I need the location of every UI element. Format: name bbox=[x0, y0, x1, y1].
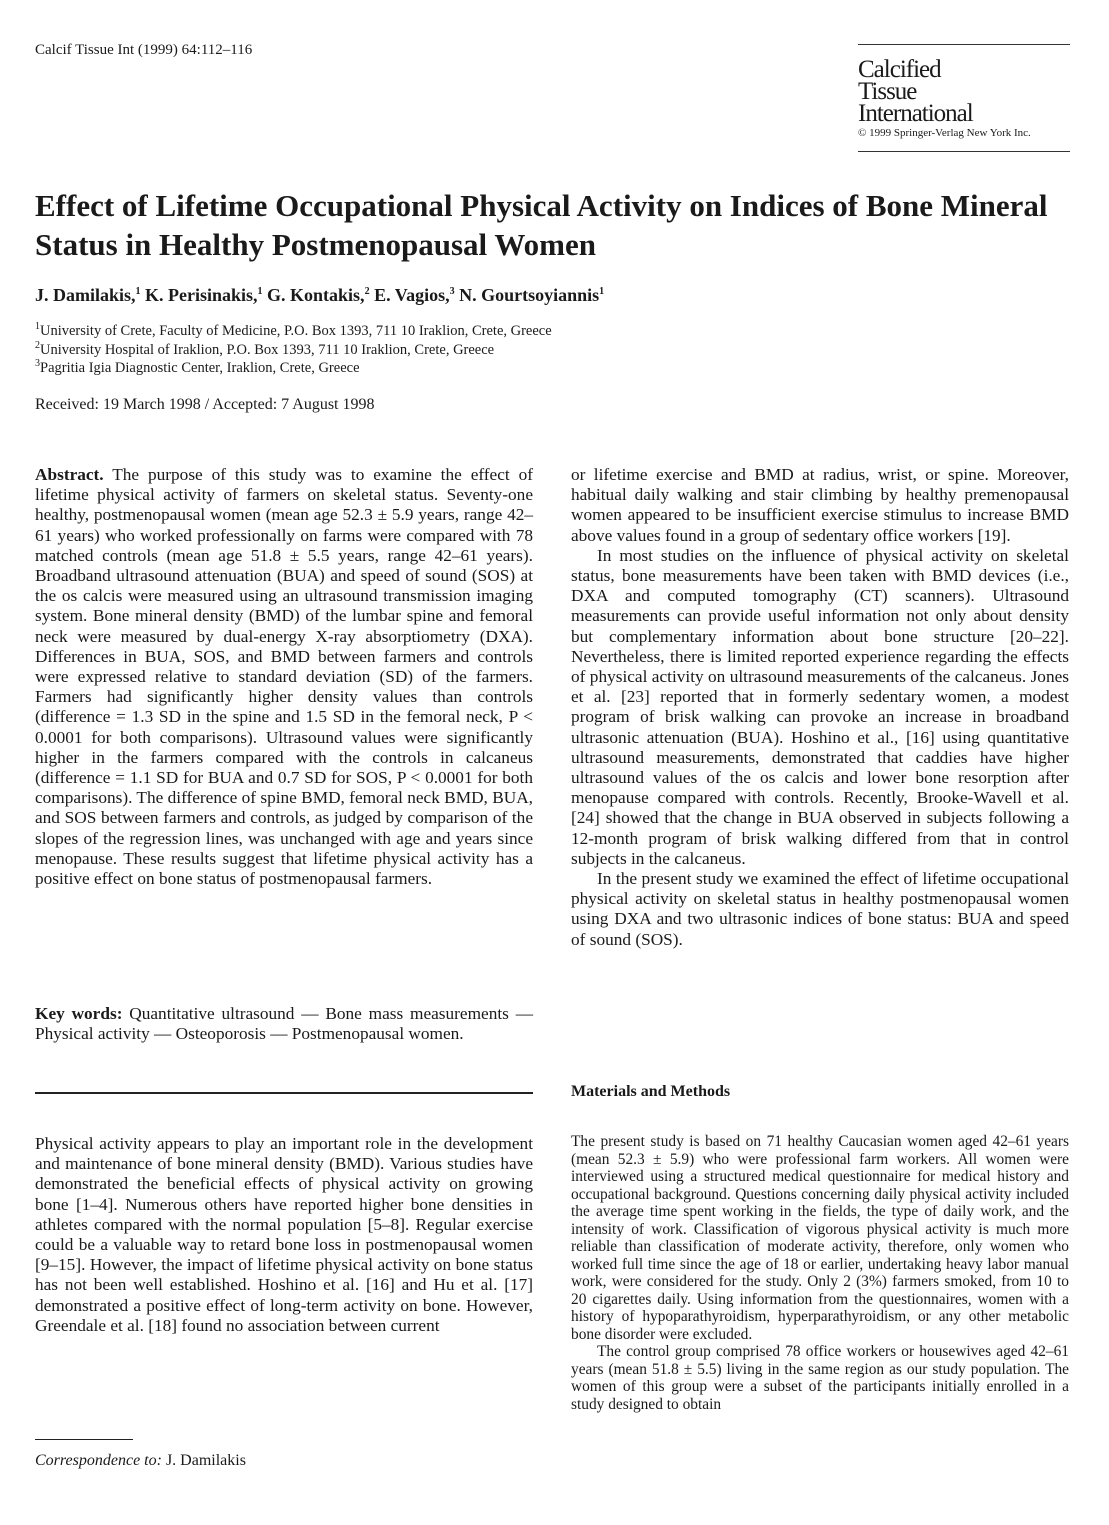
author-affiliation-mark: 3 bbox=[449, 286, 455, 297]
author-name: G. Kontakis, bbox=[267, 285, 365, 305]
author-list bbox=[35, 285, 604, 306]
correspondence-footnote bbox=[35, 1452, 246, 1470]
keywords-label: Key words: bbox=[35, 1004, 123, 1023]
author-name: N. Gourtsoyiannis bbox=[459, 285, 600, 305]
affiliation-mark: 1 bbox=[35, 321, 40, 332]
logo-line-international: International bbox=[858, 100, 973, 127]
body-paragraph: or lifetime exercise and BMD at radius, wrist, or spine. Moreover, habitual daily walking and stair climbing by healthy premenopausal women appeared to be insufficient exercise stimulus to increase BMD above values found in a group of sedentary office workers [19]. bbox=[571, 465, 1069, 545]
abstract-divider bbox=[35, 1092, 533, 1094]
article-title: Effect of Lifetime Occupational Physical Activity on Indices of Bone Mineral Status in Healthy Postmenopausal Women bbox=[35, 188, 1048, 262]
correspondence-label: Correspondence to: bbox=[35, 1452, 162, 1469]
affiliation bbox=[35, 340, 494, 359]
abstract-text: The purpose of this study was to examine the effect of lifetime physical activity of farmers on skeletal status. Seventy-one healthy, postmenopausal women (mean age 52.3 ± 5.9 years, range 42–61 years) who worked professionally on farms were compared with 78 matched controls (mean age 51.8 ± 5.5 years, range 42–61 years). Broadband ultrasound attenuation (BUA) and speed of sound (SOS) at the os calcis were measured using an ultrasound transmission imaging system. Bone mineral density (BMD) of the lumbar spine and femoral neck were measured by dual-energy X-ray absorptiometry (DXA). Differences in BUA, SOS, and BMD between farmers and controls were expressed relative to standard deviation (SD) of the farmers. Farmers had significantly higher density values than controls (difference = 1.3 SD in the spine and 1.5 SD in the femoral neck, P < 0.0001 for both comparisons). Ultrasound values were significantly higher in the farmers compared with the controls in calcaneus (difference = 1.1 SD for BUA and 0.7 SD for SOS, P < 0.0001 for both comparisons). The difference of spine BMD, femoral neck BMD, BUA, and SOS between farmers and controls, as judged by comparison of the slopes of the regression lines, was unchanged with age and years since menopause. These results suggest that lifetime physical activity has a positive effect on bone status of postmenopausal farmers. bbox=[35, 465, 534, 889]
author-affiliation-mark: 2 bbox=[364, 286, 370, 297]
affiliation-mark: 3 bbox=[35, 358, 40, 369]
author-affiliation-mark: 1 bbox=[599, 286, 605, 297]
author-name: K. Perisinakis, bbox=[145, 285, 258, 305]
section-heading-methods: Materials and Methods bbox=[571, 1083, 731, 1100]
intro-paragraph: Physical activity appears to play an important role in the development and maintenance of bone mineral density (BMD). Various studies have demonstrated the beneficial effects of physical activity on growing bone [1–4]. Numerous others have reported higher bone densities in athletes compared with the normal population [5–8]. Regular exercise could be a valuable way to retard bone loss in postmenopausal women [9–15]. However, the impact of lifetime physical activity on bone status has not been well established. Hoshino et al. [16] and Hu et al. [17] demonstrated a positive effect of long-term activity on bone. However, Greendale et al. [18] found no association between current bbox=[35, 1134, 533, 1335]
received-accepted-dates: Received: 19 March 1998 / Accepted: 7 August 1998 bbox=[35, 396, 375, 413]
author-name: E. Vagios, bbox=[374, 285, 450, 305]
author-affiliation-mark: 1 bbox=[135, 286, 141, 297]
methods-paragraph: The present study is based on 71 healthy Caucasian women aged 42–61 years (mean 52.3 ± 5.9) who were professional farm workers. All women were interviewed using a structured medical questionnaire for medical history and occupational background. Questions concerning daily physical activity included the average time spent working in the fields, the type of daily work, and the intensity of work. Classification of vigorous physical activity is much more reliable than classification of moderate activity, therefore, only women who worked full time since the age of 18 or earlier, undertaking heavy labor manual work, were considered for the study. Only 2 (3%) farmers smoked, from 10 to 20 cigarettes daily. Using information from the questionnaires, women with a history of hypoparathyroidism, hyperparathyroidism, or any other metabolic bone disorder were excluded. bbox=[571, 1133, 1069, 1343]
affiliation-text: University Hospital of Iraklion, P.O. Box 1393, 711 10 Iraklion, Crete, Greece bbox=[40, 341, 495, 358]
logo-line-calcified: Calcified bbox=[858, 56, 941, 83]
journal-reference: Calcif Tissue Int (1999) 64:112–116 bbox=[35, 42, 253, 58]
affiliation-text: University of Crete, Faculty of Medicine, P.O. Box 1393, 711 10 Iraklion, Crete, Greece bbox=[40, 322, 552, 339]
author-name: J. Damilakis, bbox=[35, 285, 136, 305]
abstract bbox=[35, 465, 533, 889]
affiliation bbox=[35, 321, 552, 340]
methods-section bbox=[571, 1133, 1069, 1413]
introduction bbox=[35, 1134, 533, 1336]
journal-logo bbox=[858, 44, 1070, 152]
keywords-text: Quantitative ultrasound — Bone mass measurements — Physical activity — Osteoporosis — Postmenopausal women. bbox=[35, 1004, 533, 1044]
introduction-continued bbox=[571, 465, 1069, 950]
affiliation-text: Pagritia Igia Diagnostic Center, Iraklion, Crete, Greece bbox=[40, 359, 360, 376]
affiliation-mark: 2 bbox=[35, 340, 40, 351]
correspondence-name: J. Damilakis bbox=[165, 1452, 246, 1469]
body-paragraph: In most studies on the influence of physical activity on skeletal status, bone measurements have been taken with BMD devices (i.e., DXA and computed tomography (CT) scanners). Ultrasound measurements can provide useful information not only about density but complementary information about bone structure [20–22]. Nevertheless, there is limited reported experience regarding the effects of physical activity on ultrasound measurements of the calcaneus. Jones et al. [23] reported that in formerly sedentary women, a modest program of brisk walking can provoke an increase in broadband ultrasonic attenuation (BUA). Hoshino et al., [16] using quantitative ultrasound measurements, demonstrated that caddies have higher ultrasound values of the os calcis and lower bone resorption after menopause compared with controls. Recently, Brooke-Wavell et al. [24] showed that the change in BUA observed in subjects following a 12-month program of brisk walking differed from that in control subjects in the calcaneus. bbox=[571, 545, 1069, 868]
body-paragraph: In the present study we examined the effect of lifetime occupational physical activity on skeletal status in healthy postmenopausal women using DXA and two ultrasonic indices of bone status: BUA and speed of sound (SOS). bbox=[571, 869, 1069, 949]
logo-line-tissue: Tissue bbox=[858, 78, 917, 105]
keywords bbox=[35, 1004, 533, 1044]
abstract-label: Abstract. bbox=[35, 465, 104, 484]
copyright-notice: © 1999 Springer-Verlag New York Inc. bbox=[858, 127, 1031, 139]
footnote-divider bbox=[35, 1439, 133, 1440]
methods-paragraph: The control group comprised 78 office workers or housewives aged 42–61 years (mean 51.8 ± 5.5) living in the same region as our study population. The women of this group were a subset of the participants initially enrolled in a study designed to obtain bbox=[571, 1343, 1069, 1413]
affiliation bbox=[35, 358, 360, 377]
author-affiliation-mark: 1 bbox=[257, 286, 263, 297]
